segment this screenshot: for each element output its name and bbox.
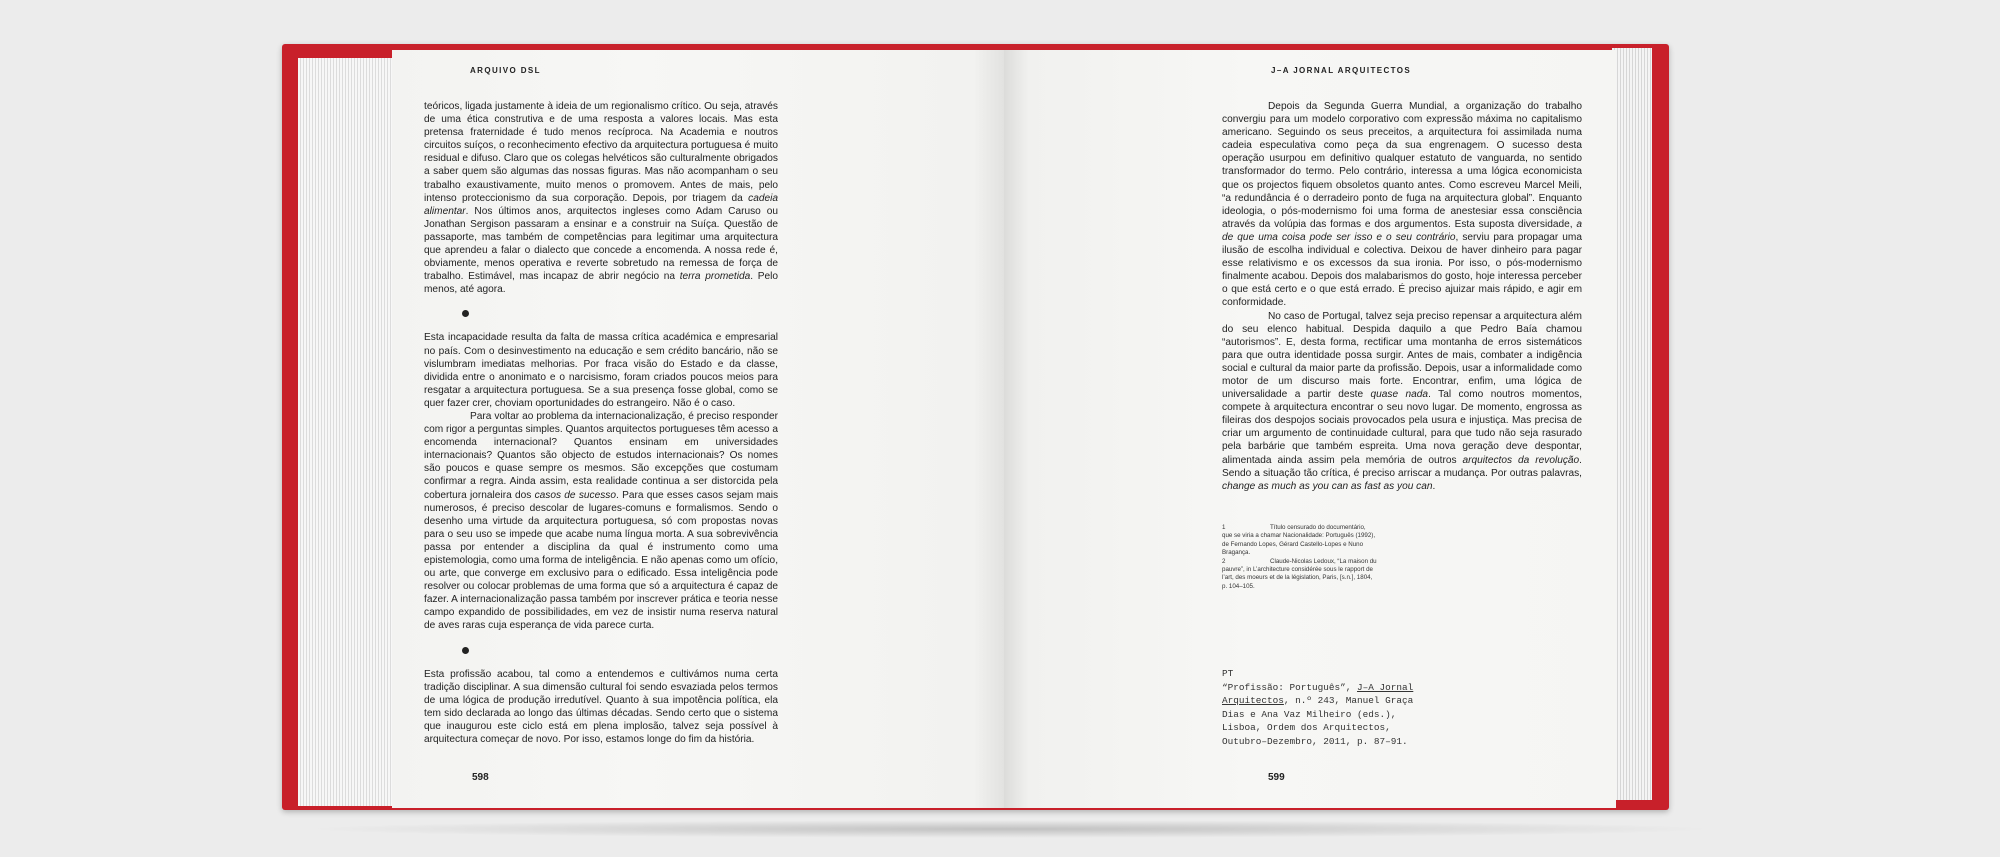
- italic-text: terra prometida: [679, 271, 751, 283]
- paragraph: [424, 100, 778, 296]
- italic-text: quase nada: [1370, 389, 1429, 401]
- page-number-left: 598: [472, 772, 489, 783]
- paragraph: Esta profissão acabou, tal como a entendemos e cultivámos numa certa tradição disciplinar. A sua dimensão cultural foi sendo esvaziada pelos termos de uma lógica de produção irredutível. Quanto à sua impotência política, ela tem sido declarada ao longo das últimas décadas. Sendo certo que o sistema que inaugurou este ciclo está em plena implosão, talvez seja possível à arquitectura começar de novo. Por isso, estamos longe do fim da história.: [424, 668, 778, 746]
- text-run: .: [1432, 480, 1436, 492]
- paragraph: Esta incapacidade resulta da falta de massa crítica académica e empresarial no país. Com o desinvestimento na educação e sem crédito bancário, não se vislumbram imediatas melhorias. Por fraca visão do Estado e da classe, dividida entre o anonimato e o narcisismo, foram criados poucos meios para resgatar a arquitectura portuguesa. Se a sua presença fosse global, como se quer fazer crer, choviam oportunidades do estrangeiro. Não é o caso.: [424, 332, 778, 409]
- paragraph: [1222, 100, 1582, 310]
- footnote-2: [1222, 558, 1422, 592]
- text-run: Depois da Segunda Guerra Mundial, a organização do trabalho convergiu para um modelo corporativo com expressão máxima no capitalismo americano. Seguindo os seus preceitos, a arquitectura foi assimilada numa cadeia especulativa como peça da sua engrenagem. O sucesso desta operação usurpou em definitivo qualquer estatuto de vanguarda, no sentido transformador do termo. Pelo contrário, interessa a uma lógica economicista que os projectos fiquem obsoletos quanto antes. Como escreveu Marcel Meili, “a redundância é o derradeiro ponto de fuga na arquitectura global”. Enquanto ideologia, o pós-modernismo foi uma forma de anestesiar essa consciência através da volúpia das formas e dos argumentos. Esta suposta diversidade,: [1222, 101, 1582, 230]
- text-run: . Nos últimos anos, arquitectos ingleses como Adam Caruso ou Jonathan Sergison passaram a ensinar e a construir na Suíça. Questão de passaporte, mas também de competências para legitimar uma arquitectura que aprendeu a falar o dialecto que concede a encomenda. A nossa rede é, obviamente, menos operativa e reverte sobretudo na remessa de força de trabalho. Estimável, mas incapaz de abrir negócio na: [424, 205, 778, 283]
- text-run: . Sendo a situação tão crítica, é preciso arriscar a mudança. Por outras palavras,: [1222, 454, 1582, 479]
- citation-text: “Profissão: Português”,: [1222, 681, 1358, 693]
- footnote-1: [1222, 524, 1422, 558]
- footnote-line: p. 104–105.: [1222, 582, 1255, 590]
- citation-line: [1222, 681, 1413, 695]
- section-bullet: [462, 647, 469, 654]
- running-head-right: J–A JORNAL ARQUITECTOS: [1271, 66, 1412, 75]
- text-run: , serviu para propagar uma ilusão de escolha individual e colectiva. Deixou de haver dinheiro para pagar esse relativismo e os excessos da sua ironia. Por isso, o pós-modernismo finalmente acabou. Depois dos malabarismos do gosto, hoje interessa perceber o que está certo e o que está errado. É preciso ajuizar mais rápido, e agir em conformidade.: [1222, 231, 1582, 309]
- page-block-left: [298, 58, 398, 806]
- citation-line: Dias e Ana Vaz Milheiro (eds.),: [1222, 708, 1397, 720]
- text-run: . Para que esses casos sejam mais numerosos, é preciso descolar de lugares-comuns e formalismos. Sendo o desenho uma virtude da arquitectura portuguesa, só com propostas novas para o seu uso se impede que acabe numa língua morta. A sua sobrevivência passa por entender a disciplina da qual é instrumento como uma epistemologia, como uma forma de inteligência. E não apenas como um ofício, ou arte, que converge em exclusivo para o edificado. Essa inteligência pode resolver ou colocar problemas de uma forma que só a arquitectura é capaz de fazer. A internacionalização passa também por inscrever prática e teoria nesse campo expandido de possibilidades, em vez de insistir numa reserva natural de aves raras cuja esperança de vida parece curta.: [424, 489, 779, 632]
- footnote-line: l’art, des moeurs et de la législation, Paris, [s.n.], 1804,: [1222, 574, 1373, 582]
- footnote-line: Claude-Nicolas Ledoux, “La maison du: [1270, 557, 1377, 565]
- page-number-right: 599: [1268, 772, 1285, 783]
- text-run: teóricos, ligada justamente à ideia de um regionalismo crítico. Ou seja, através de uma ética construtiva e de uma resposta a valores locais. Mas esta pretensa fraternidade é tudo menos recíproca. Na Academia e noutros circuitos suíços, o reconhecimento efectivo da arquitectura portuguesa é muito residual e difuso. Claro que os colegas helvéticos são culturalmente obrigados a saber quem são algumas das nossas figuras. Mas não acompanham o seu trabalho exaustivamente, muito menos o promovem. Antes de mais, pelo intenso proteccionismo da sua corporação. Depois, por triagem da: [424, 101, 778, 204]
- italic-text: casos de sucesso: [534, 489, 616, 501]
- footnote-line: que se viria a chamar Nacionalidade: Português (1992),: [1222, 532, 1376, 540]
- italic-text: arquitectos da revolução: [1462, 454, 1580, 466]
- text-run: . Tal como noutros momentos, compete à arquitectura encontrar o seu novo lugar. De momento, engrossa as fileiras dos despojos sociais provocados pela usura e injustiça. Mas precisa de criar um argumento de continuidade cultural, para que tudo não seja rasurado pela barbárie que também espreita. Uma nova geração deve despontar, alimentada ainda assim pela memória de outros: [1222, 389, 1583, 466]
- citation-language: PT: [1222, 668, 1234, 679]
- paragraph: [1222, 310, 1582, 493]
- citation-line: [1222, 694, 1413, 708]
- page-block-right: [1612, 48, 1652, 800]
- italic-text: a de que uma coisa pode ser isso e o seu contrário: [1222, 218, 1582, 243]
- citation-journal: J–A Jornal: [1357, 681, 1414, 693]
- footnotes: [1222, 524, 1422, 591]
- citation-line: Lisboa, Ordem dos Arquitectos,: [1222, 722, 1391, 734]
- footnote-line: Título censurado do documentário,: [1270, 524, 1366, 531]
- text-run: . Pelo menos, até agora.: [424, 271, 778, 296]
- left-body-text: [424, 100, 778, 746]
- footnote-line: Bragança.: [1222, 549, 1251, 557]
- footnote-number: 1: [1222, 524, 1226, 531]
- running-head-left: ARQUIVO DSL: [470, 66, 541, 75]
- footnote-line: de Fernando Lopes, Gérard Castello-Lopes e Nuno: [1222, 540, 1364, 548]
- book-shadow: [300, 820, 1720, 838]
- paragraph: [424, 410, 778, 633]
- text-run: Para voltar ao problema da internacionalização, é preciso responder com rigor a perguntas simples. Quantos arquitectos portugueses têm acesso a encomenda internacional? Quantos ensinam em universidades internacionais? Quantos são objecto de estudos internacionais? Os nomes são poucos e quase sempre os mesmos. São excepções que costumam confirmar a regra. Ainda assim, esta realidade continua a ser distorcida pela cobertura jornaleira dos: [424, 410, 778, 501]
- left-page: [392, 50, 1004, 808]
- citation-journal: Arquitectos: [1222, 695, 1284, 707]
- footnote-number: 2: [1222, 557, 1226, 565]
- text-run: No caso de Portugal, talvez seja preciso repensar a arquitectura além do seu elenco habitual. Despida daquilo a que Pedro Baía chamou “autorismos”. E, desta forma, rectificar uma montanha de erros sistemáticos para que outra identidade possa surgir. Antes de mais, combater a indigência social e cultural da maior parte da profissão. Depois, usar a informalidade como motor de um discurso mais forte. Encontrar, enfim, uma lógica de universalidade a partir deste: [1222, 310, 1582, 401]
- source-citation: [1222, 667, 1413, 749]
- right-body-text: [1222, 100, 1582, 493]
- citation-line: Outubro–Dezembro, 2011, p. 87–91.: [1222, 735, 1408, 747]
- italic-text: cadeia alimentar: [424, 192, 778, 217]
- italic-text: change as much as you can as fast as you can: [1222, 480, 1433, 492]
- citation-text: , n.º 243, Manuel Graça: [1283, 695, 1414, 707]
- section-bullet: [462, 310, 469, 317]
- footnote-line: pauvre”, in L’architecture considérée sous le rapport de: [1222, 566, 1373, 574]
- right-page: [1004, 50, 1616, 808]
